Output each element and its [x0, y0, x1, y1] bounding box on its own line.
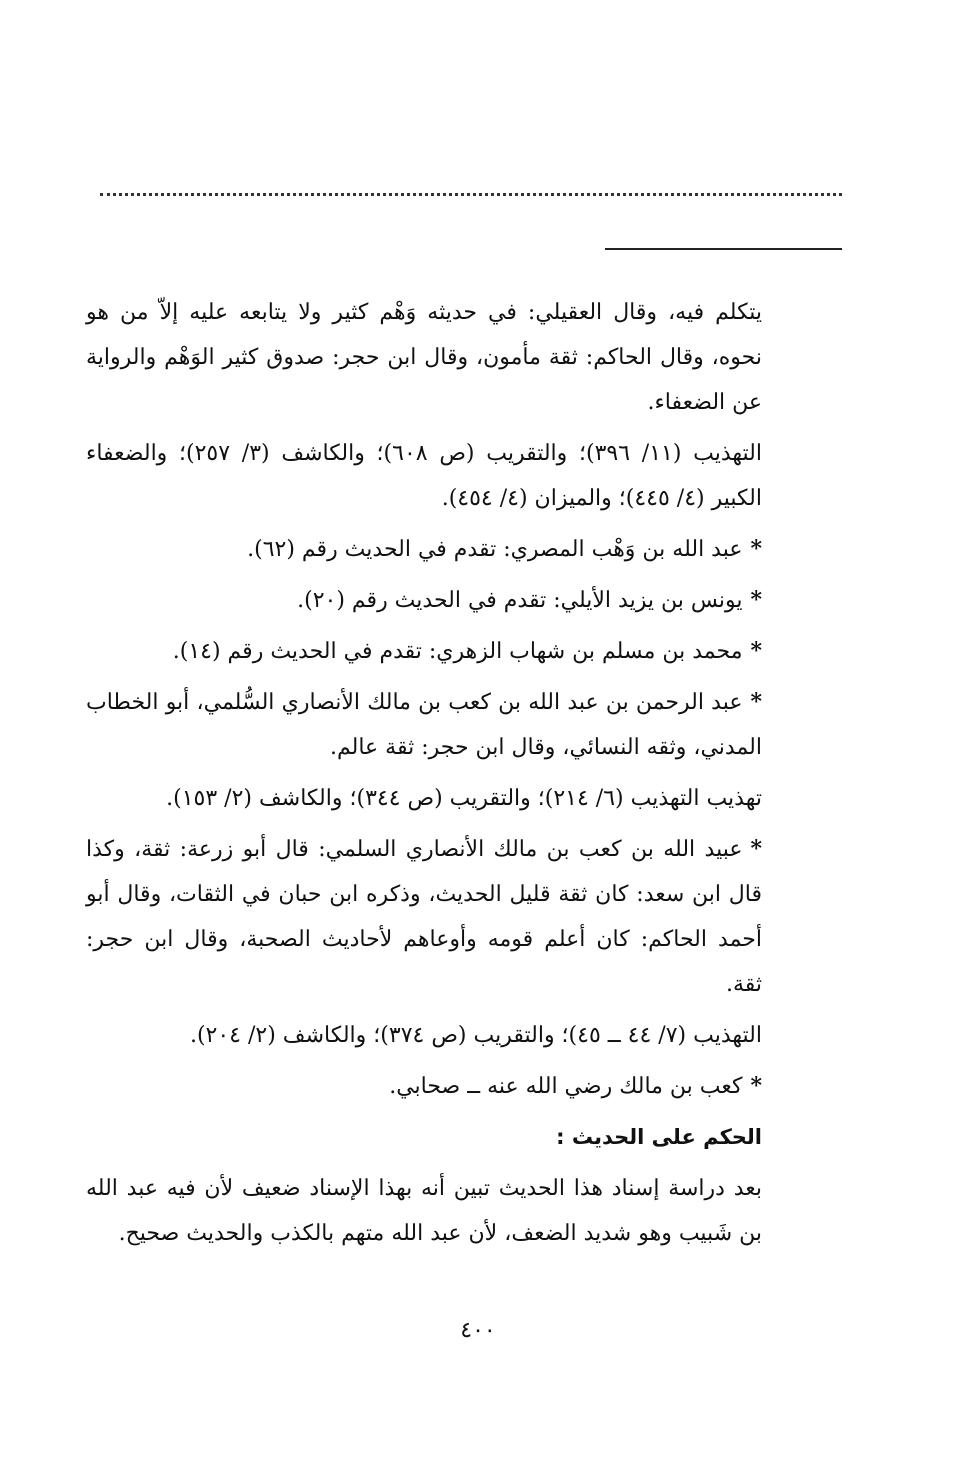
- narrator-item-1-text: عبد الله بن وَهْب المصري: تقدم في الحديث رقم (٦٢).: [247, 537, 743, 562]
- paragraph-conclusion: بعد دراسة إسناد هذا الحديث تبين أنه بهذا الإسناد ضعيف لأن فيه عبد الله بن شَبيب وهو شديد الضعف، لأن عبد الله متهم بالكذب والحديث صحيح.: [86, 1176, 762, 1246]
- narrator-item-4-text: عبد الرحمن بن عبد الله بن كعب بن مالك الأنصاري السُّلمي، أبو الخطاب المدني، وثقه النسائي، وقال ابن حجر: ثقة عالم.: [86, 690, 762, 760]
- star-bullet-icon: *: [750, 536, 762, 562]
- star-bullet-icon: *: [750, 638, 762, 664]
- narrator-item-2-text: يونس بن يزيد الأيلي: تقدم في الحديث رقم (٢٠).: [297, 588, 743, 613]
- page-number: ٤٠٠: [460, 1318, 496, 1343]
- paragraph-1: يتكلم فيه، وقال العقيلي: في حديثه وَهْم كثير ولا يتابعه عليه إلاّ من هو نحوه، وقال الحاكم: ثقة مأمون، وقال ابن حجر: صدوق كثير الوَهْم والرواية عن الضعفاء.: [86, 300, 762, 415]
- narrator-item-3: [86, 629, 762, 674]
- star-bullet-icon: *: [750, 587, 762, 613]
- narrator-item-5: [86, 827, 762, 1007]
- paragraph-2-references: التهذيب (١١/ ٣٩٦)؛ والتقريب (ص ٦٠٨)؛ والكاشف (٣/ ٢٥٧)؛ والضعفاء الكبير (٤/ ٤٤٥)؛ والميزان (٤/ ٤٥٤).: [86, 441, 762, 511]
- narrator-item-6-text: كعب بن مالك رضي الله عنه ــ صحابي.: [389, 1074, 743, 1099]
- narrator-item-1: [86, 527, 762, 572]
- narrator-item-4: [86, 680, 762, 770]
- section-heading: الحكم على الحديث :: [556, 1125, 762, 1149]
- narrator-item-6: [86, 1064, 762, 1109]
- star-bullet-icon: *: [750, 836, 762, 862]
- star-bullet-icon: *: [750, 689, 762, 715]
- narrator-item-5-text: عبيد الله بن كعب بن مالك الأنصاري السلمي: قال أبو زرعة: ثقة، وكذا قال ابن سعد: كان ثقة قليل الحديث، وذكره ابن حبان في الثقات، وقال أبو أحمد الحاكم: كان أعلم قومه وأوعاهم لأحاديث الصحبة، وقال ابن حجر: ثقة.: [86, 837, 762, 997]
- star-bullet-icon: *: [750, 1073, 762, 1099]
- narrator-item-3-text: محمد بن مسلم بن شهاب الزهري: تقدم في الحديث رقم (١٤).: [172, 639, 743, 664]
- narrator-item-2: [86, 578, 762, 623]
- paragraph-7-references: تهذيب التهذيب (٦/ ٢١٤)؛ والتقريب (ص ٣٤٤)؛ والكاشف (٢/ ١٥٣).: [166, 786, 762, 811]
- page-body: [86, 290, 762, 1262]
- dotted-separator: [100, 193, 842, 196]
- paragraph-9-references: التهذيب (٧/ ٤٤ ــ ٤٥)؛ والتقريب (ص ٣٧٤)؛ والكاشف (٢/ ٢٠٤).: [189, 1023, 762, 1048]
- footnote-rule: [605, 248, 842, 250]
